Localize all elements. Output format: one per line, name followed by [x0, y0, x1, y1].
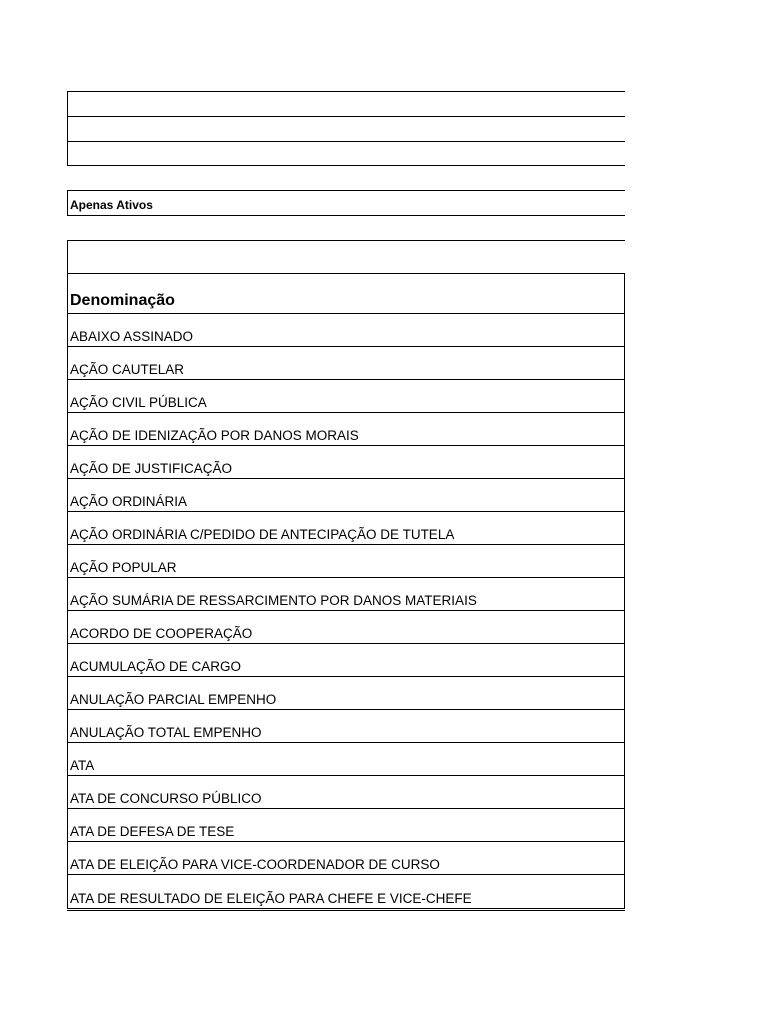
header-rule: [67, 91, 625, 92]
table-row: ANULAÇÃO PARCIAL EMPENHO: [68, 677, 624, 710]
header-rule: [67, 141, 625, 142]
table-row: ATA DE CONCURSO PÚBLICO: [68, 776, 624, 809]
denominacao-table: [67, 240, 625, 909]
table-row: AÇÃO ORDINÁRIA C/PEDIDO DE ANTECIPAÇÃO DE TUTELA: [68, 512, 624, 545]
table-row: ATA: [68, 743, 624, 776]
table-row: AÇÃO POPULAR: [68, 545, 624, 578]
table-row: ATA DE RESULTADO DE ELEIÇÃO PARA CHEFE E VICE-CHEFE: [70, 891, 472, 906]
header-left-border: [67, 91, 68, 166]
table-title-row: [68, 241, 625, 274]
header-rule: [67, 116, 625, 117]
table-row: AÇÃO DE IDENIZAÇÃO POR DANOS MORAIS: [68, 413, 624, 446]
table-row: AÇÃO ORDINÁRIA: [68, 479, 624, 512]
table-body: [68, 274, 625, 908]
table-row: AÇÃO SUMÁRIA DE RESSARCIMENTO POR DANOS MATERIAIS: [68, 578, 624, 611]
table-row: ACORDO DE COOPERAÇÃO: [68, 611, 624, 644]
filter-rule-bottom: [67, 215, 625, 216]
filter-label: Apenas Ativos: [70, 198, 153, 212]
table-row: AÇÃO CIVIL PÚBLICA: [68, 380, 624, 413]
table-row: AÇÃO CAUTELAR: [68, 347, 624, 380]
table-row: ABAIXO ASSINADO: [68, 314, 624, 347]
filter-rule-top: [67, 190, 625, 191]
table-bottom-rule: [67, 910, 625, 911]
table-row: ACUMULAÇÃO DE CARGO: [68, 644, 624, 677]
table-row: ATA DE DEFESA DE TESE: [68, 809, 624, 842]
header-rule: [67, 165, 625, 166]
column-header-denominacao: Denominação: [68, 274, 624, 314]
table-rows: [68, 314, 624, 908]
filter-left-border: [67, 190, 68, 216]
table-row: ANULAÇÃO TOTAL EMPENHO: [68, 710, 624, 743]
table-row: ATA DE ELEIÇÃO PARA VICE-COORDENADOR DE CURSO: [68, 842, 624, 875]
table-row: AÇÃO DE JUSTIFICAÇÃO: [68, 446, 624, 479]
